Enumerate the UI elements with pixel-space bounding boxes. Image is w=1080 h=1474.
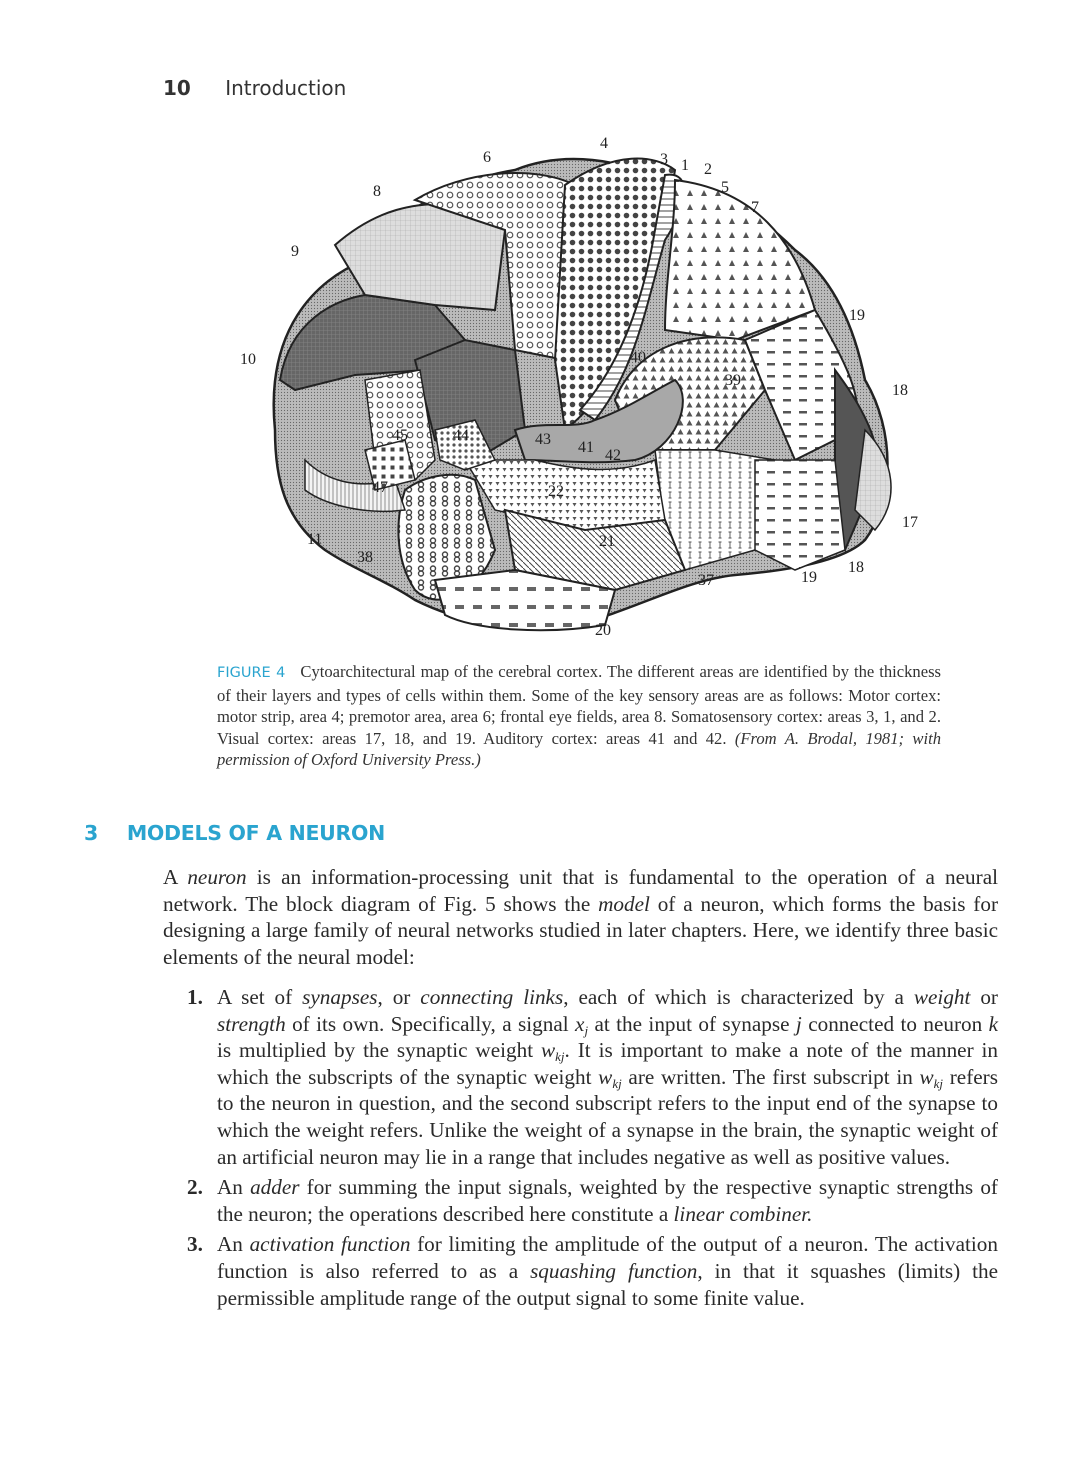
- text-run: A set of: [217, 985, 303, 1009]
- figure-caption: [217, 661, 941, 771]
- svg-text:19: 19: [801, 569, 817, 586]
- emphasis: strength: [217, 1011, 286, 1036]
- text-run: is multiplied by the synaptic weight: [217, 1038, 541, 1063]
- text-run: of its own. Specifically, a signal: [285, 1011, 576, 1036]
- list-number: 1.: [187, 985, 203, 1009]
- section-title: MODELS OF A NEURON: [126, 821, 385, 845]
- emphasis: connecting links: [420, 985, 564, 1009]
- list-item: [187, 1174, 998, 1227]
- emphasis: synapses: [302, 985, 378, 1009]
- svg-text:44: 44: [453, 427, 469, 444]
- svg-text:5: 5: [721, 179, 729, 196]
- math-var: x: [575, 1011, 585, 1036]
- emphasis-neuron: neuron: [187, 865, 247, 889]
- svg-text:45: 45: [392, 427, 408, 444]
- text-run: An: [217, 1175, 251, 1200]
- svg-text:10: 10: [240, 351, 256, 368]
- neuron-elements-list: [187, 984, 998, 1315]
- emphasis-model: model: [598, 891, 650, 916]
- text-run: , in that it squashes (limits) the permissible amplitude range of the output signal to some finite value.: [217, 1258, 998, 1310]
- emphasis: linear combiner.: [673, 1201, 813, 1226]
- math-sub: j: [584, 1022, 589, 1038]
- emphasis: squashing function: [530, 1258, 698, 1283]
- svg-text:11: 11: [307, 531, 323, 548]
- svg-text:21: 21: [599, 533, 615, 550]
- brain-cortex-map-figure: [235, 130, 935, 640]
- text-run: is an information-processing unit that is fundamental to the operation of a neural network. The block diagram of Fig. 5 shows the: [163, 865, 998, 916]
- math-var: w: [598, 1064, 613, 1089]
- svg-text:20: 20: [595, 622, 611, 639]
- svg-text:3: 3: [660, 151, 668, 168]
- text-run: of a neuron, which forms the basis for designing a large family of neural networks studied in later chapters. Here, we identify three basic elements of the neural model:: [163, 891, 998, 969]
- math-var: w: [919, 1064, 934, 1089]
- svg-text:7: 7: [751, 199, 759, 216]
- text-run: refers to the neuron in question, and the second subscript refers to the input end of the synapse to which the weight refers. Unlike the weight of a synapse in the brain, the synaptic weight of an artificial neuron may lie in a range that includes negative as well as positive values.: [217, 1064, 998, 1169]
- text-run: for summing the input signals, weighted by the respective synaptic strengths of the neuron; the operations described here constitute a: [217, 1175, 998, 1226]
- math-sub: kj: [933, 1075, 944, 1091]
- svg-text:38: 38: [357, 549, 373, 566]
- page-number: 10: [163, 76, 191, 100]
- section-heading: [84, 821, 385, 845]
- svg-text:19: 19: [849, 307, 865, 324]
- svg-text:47: 47: [372, 479, 388, 496]
- text-run: at the input of synapse: [588, 1011, 796, 1036]
- svg-text:43: 43: [535, 431, 551, 448]
- list-item: [187, 984, 998, 1170]
- text-run: An: [217, 1232, 250, 1257]
- caption-credit: (From A. Brodal, 1981; with permission of Oxford University Press.): [217, 728, 941, 769]
- section-number: 3: [84, 821, 98, 845]
- math-var: j: [795, 1011, 802, 1036]
- svg-text:1: 1: [681, 157, 689, 174]
- list-item: [187, 1231, 998, 1311]
- list-number: 3.: [187, 1232, 203, 1257]
- caption-text: Cytoarchitectural map of the cerebral cortex. The different areas are identified by the thickness of their layers and types of cells within them. Some of the key sensory areas are as follows: Motor cortex: motor strip, area 4; premotor area, area 6; frontal eye fields, area 8. Somatosensory cortex: areas 3, 1, and 2. Visual cortex: areas 17, 18, and 19. Auditory cortex: areas 41 and 42.: [217, 662, 942, 748]
- math-sub: kj: [555, 1049, 565, 1065]
- svg-text:18: 18: [848, 559, 864, 576]
- svg-text:4: 4: [600, 135, 608, 152]
- math-var: w: [541, 1038, 556, 1063]
- svg-text:8: 8: [373, 183, 381, 200]
- svg-text:9: 9: [291, 243, 299, 260]
- text-run: or: [970, 985, 998, 1009]
- emphasis: activation function: [249, 1232, 411, 1257]
- intro-paragraph: [163, 864, 998, 970]
- svg-text:41: 41: [578, 439, 594, 456]
- svg-text:37: 37: [698, 572, 714, 589]
- text-run: , each of which is characterized by a: [563, 985, 914, 1009]
- svg-text:40: 40: [630, 349, 646, 366]
- text-run: for limiting the amplitude of the output of a neuron. The activation function is also referred to as a: [217, 1232, 998, 1283]
- svg-text:2: 2: [704, 161, 712, 178]
- svg-text:39: 39: [725, 372, 741, 389]
- math-var: k: [988, 1011, 998, 1036]
- emphasis: adder: [250, 1175, 300, 1200]
- math-sub: kj: [612, 1075, 622, 1091]
- svg-text:22: 22: [548, 483, 564, 500]
- cortex-map-illustration: [235, 130, 935, 640]
- running-header: [163, 76, 346, 100]
- emphasis: weight: [913, 985, 971, 1009]
- text-run: . It is important to make a note of the manner in which the subscripts of the synaptic weight: [217, 1038, 999, 1089]
- svg-text:17: 17: [902, 514, 918, 531]
- text-run: connected to neuron: [801, 1011, 989, 1036]
- svg-text:18: 18: [892, 382, 908, 399]
- figure-label: FIGURE 4: [217, 665, 286, 681]
- list-number: 2.: [187, 1175, 203, 1200]
- running-title: Introduction: [225, 76, 347, 100]
- svg-text:42: 42: [605, 447, 621, 464]
- svg-text:6: 6: [483, 149, 491, 166]
- text-run: , or: [377, 985, 421, 1009]
- text-run: A: [163, 865, 188, 889]
- text-run: are written. The first subscript in: [621, 1064, 920, 1089]
